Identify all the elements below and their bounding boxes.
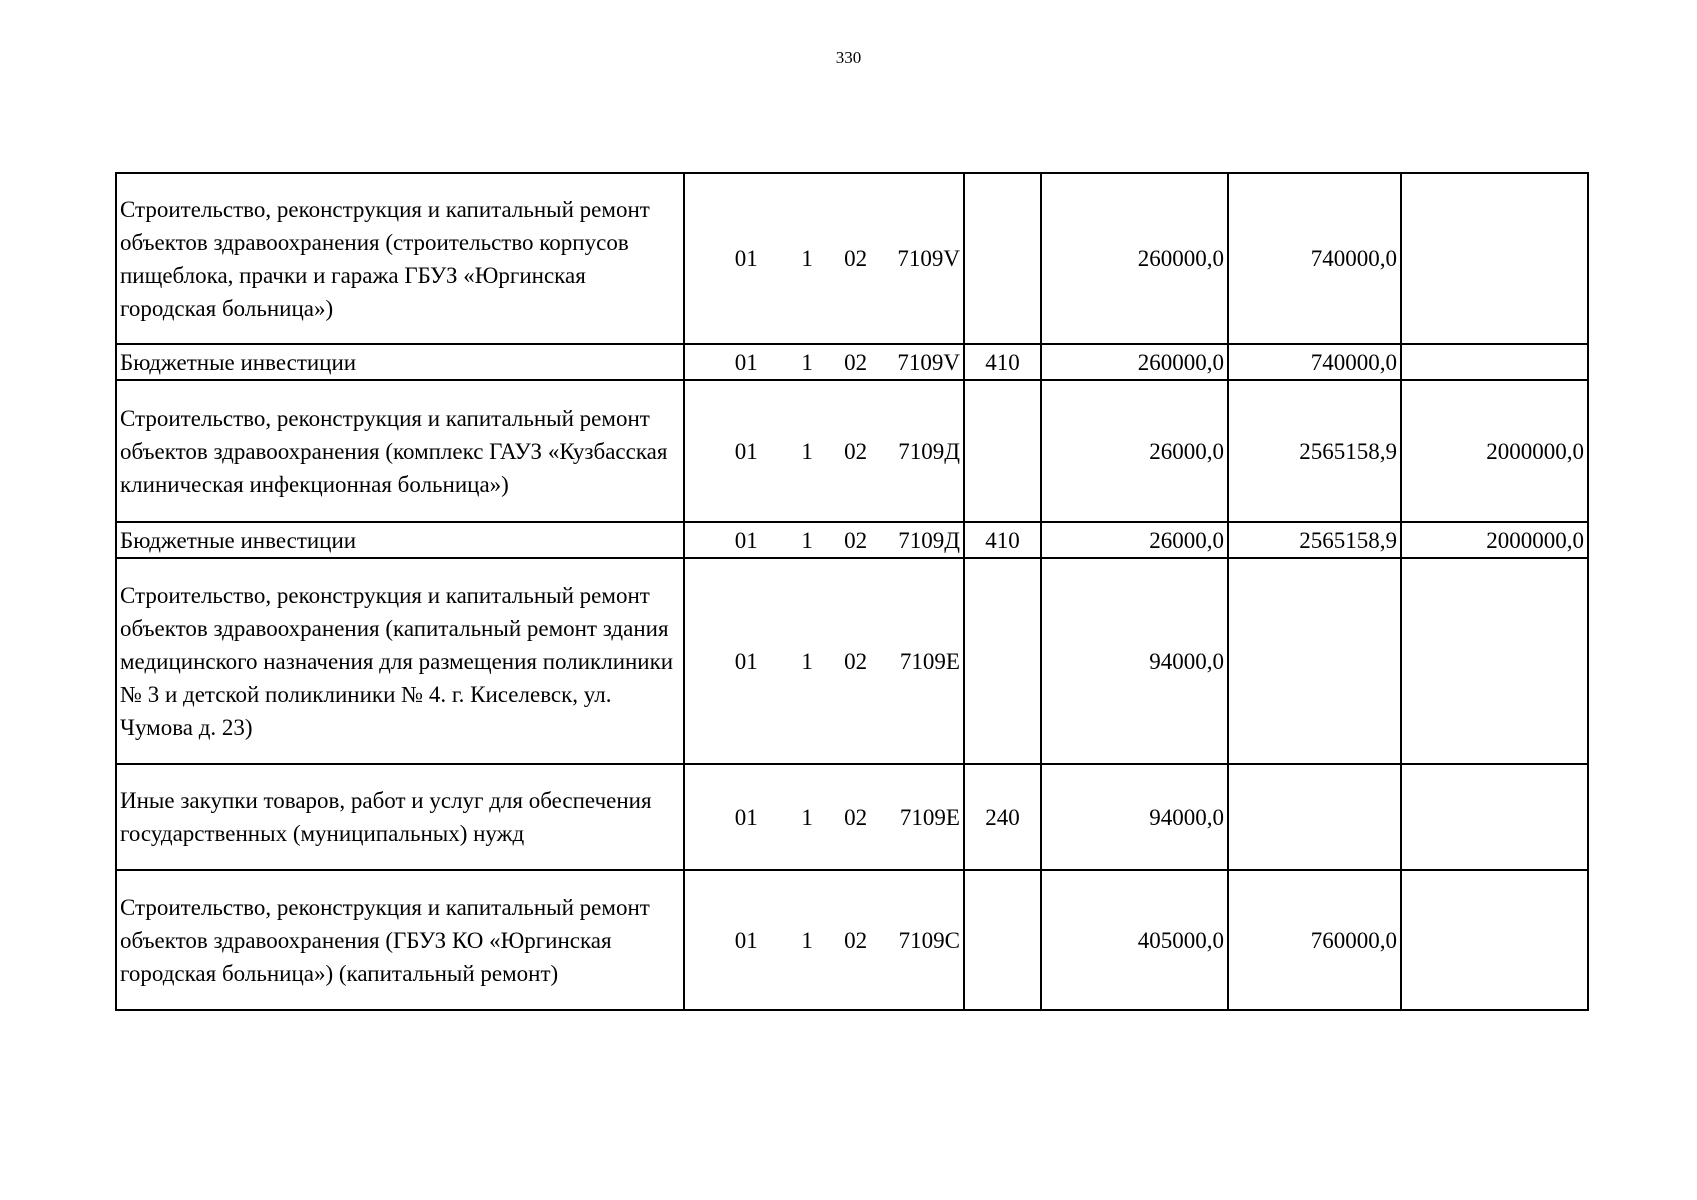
code-segment-4: 7109Е: [899, 804, 960, 830]
code-segment-3: 02: [844, 438, 868, 464]
amount-2: 760000,0: [1228, 870, 1401, 1010]
code-segment-2: 1: [801, 246, 813, 271]
code-segment-1: 01: [734, 648, 758, 674]
code-segment-4: 7109Д: [898, 438, 960, 464]
amount-2: 740000,0: [1228, 173, 1401, 344]
code-segment-4: 7109V: [897, 246, 960, 271]
code-segment-2: 1: [801, 349, 813, 375]
program-code-cell: [684, 522, 964, 558]
row-name: Строительство, реконструкция и капитальный ремонт объектов здравоохранения (ГБУЗ КО «Юргинская городская больница») (капитальный ремонт): [116, 870, 684, 1010]
amount-1: 260000,0: [1041, 344, 1228, 380]
code-segment-2: 1: [801, 648, 813, 674]
program-code-cell: [684, 764, 964, 870]
code-segment-2: 1: [801, 804, 813, 830]
code-segment-1: 01: [734, 438, 758, 464]
amount-2: 2565158,9: [1228, 380, 1401, 522]
code-segment-1: 01: [734, 927, 758, 953]
amount-3: 2000000,0: [1401, 380, 1588, 522]
program-code-cell: [684, 173, 964, 344]
amount-3: [1401, 344, 1588, 380]
table-row: [116, 380, 1588, 522]
program-code-cell: [684, 558, 964, 764]
amount-3: [1401, 173, 1588, 344]
amount-1: 26000,0: [1041, 522, 1228, 558]
amount-1: 26000,0: [1041, 380, 1228, 522]
amount-3: [1401, 870, 1588, 1010]
table-row: [116, 173, 1588, 344]
expense-type-code: 240: [964, 764, 1041, 870]
row-name: Иные закупки товаров, работ и услуг для обеспечения государственных (муниципальных) нужд: [116, 764, 684, 870]
code-segment-4: 7109С: [898, 927, 960, 953]
amount-3: 2000000,0: [1401, 522, 1588, 558]
row-name: Бюджетные инвестиции: [116, 522, 684, 558]
code-segment-4: 7109Е: [899, 648, 960, 674]
amount-1: 405000,0: [1041, 870, 1228, 1010]
expense-type-code: 410: [964, 344, 1041, 380]
table-row: [116, 764, 1588, 870]
budget-table: [115, 172, 1589, 1011]
code-segment-1: 01: [734, 527, 758, 553]
expense-type-code: [964, 380, 1041, 522]
code-segment-3: 02: [844, 527, 868, 553]
amount-3: [1401, 764, 1588, 870]
table-row: [116, 870, 1588, 1010]
row-name: Строительство, реконструкция и капитальный ремонт объектов здравоохранения (комплекс ГАУЗ «Кузбасская клиническая инфекционная больница»): [116, 380, 684, 522]
code-segment-4: 7109Д: [898, 527, 960, 553]
amount-2: 2565158,9: [1228, 522, 1401, 558]
code-segment-1: 01: [734, 246, 758, 271]
amount-1: 260000,0: [1041, 173, 1228, 344]
code-segment-1: 01: [734, 804, 758, 830]
program-code-cell: [684, 380, 964, 522]
table-row: [116, 344, 1588, 380]
code-segment-2: 1: [801, 927, 813, 953]
code-segment-4: 7109V: [897, 349, 960, 375]
table-row: [116, 558, 1588, 764]
expense-type-code: [964, 558, 1041, 764]
expense-type-code: [964, 173, 1041, 344]
amount-2: [1228, 558, 1401, 764]
program-code-cell: [684, 344, 964, 380]
table-row: [116, 522, 1588, 558]
page-number: 330: [835, 48, 862, 67]
expense-type-code: [964, 870, 1041, 1010]
amount-1: 94000,0: [1041, 764, 1228, 870]
row-name: Строительство, реконструкция и капитальный ремонт объектов здравоохранения (строительство корпусов пищеблока, прачки и гаража ГБУЗ «Юргинская городская больница»): [116, 173, 684, 344]
amount-2: 740000,0: [1228, 344, 1401, 380]
amount-3: [1401, 558, 1588, 764]
code-segment-3: 02: [844, 246, 868, 271]
row-name: Бюджетные инвестиции: [116, 344, 684, 380]
code-segment-2: 1: [801, 527, 813, 553]
code-segment-3: 02: [844, 804, 868, 830]
expense-type-code: 410: [964, 522, 1041, 558]
code-segment-2: 1: [801, 438, 813, 464]
code-segment-3: 02: [844, 349, 868, 375]
code-segment-3: 02: [844, 927, 868, 953]
row-name: Строительство, реконструкция и капитальный ремонт объектов здравоохранения (капитальный ремонт здания медицинского назначения для размещения поликлиники № 3 и детской поликлиники № 4. г. Киселевск, ул. Чумова д. 23): [116, 558, 684, 764]
program-code-cell: [684, 870, 964, 1010]
amount-2: [1228, 764, 1401, 870]
code-segment-1: 01: [734, 349, 758, 375]
code-segment-3: 02: [844, 648, 868, 674]
amount-1: 94000,0: [1041, 558, 1228, 764]
